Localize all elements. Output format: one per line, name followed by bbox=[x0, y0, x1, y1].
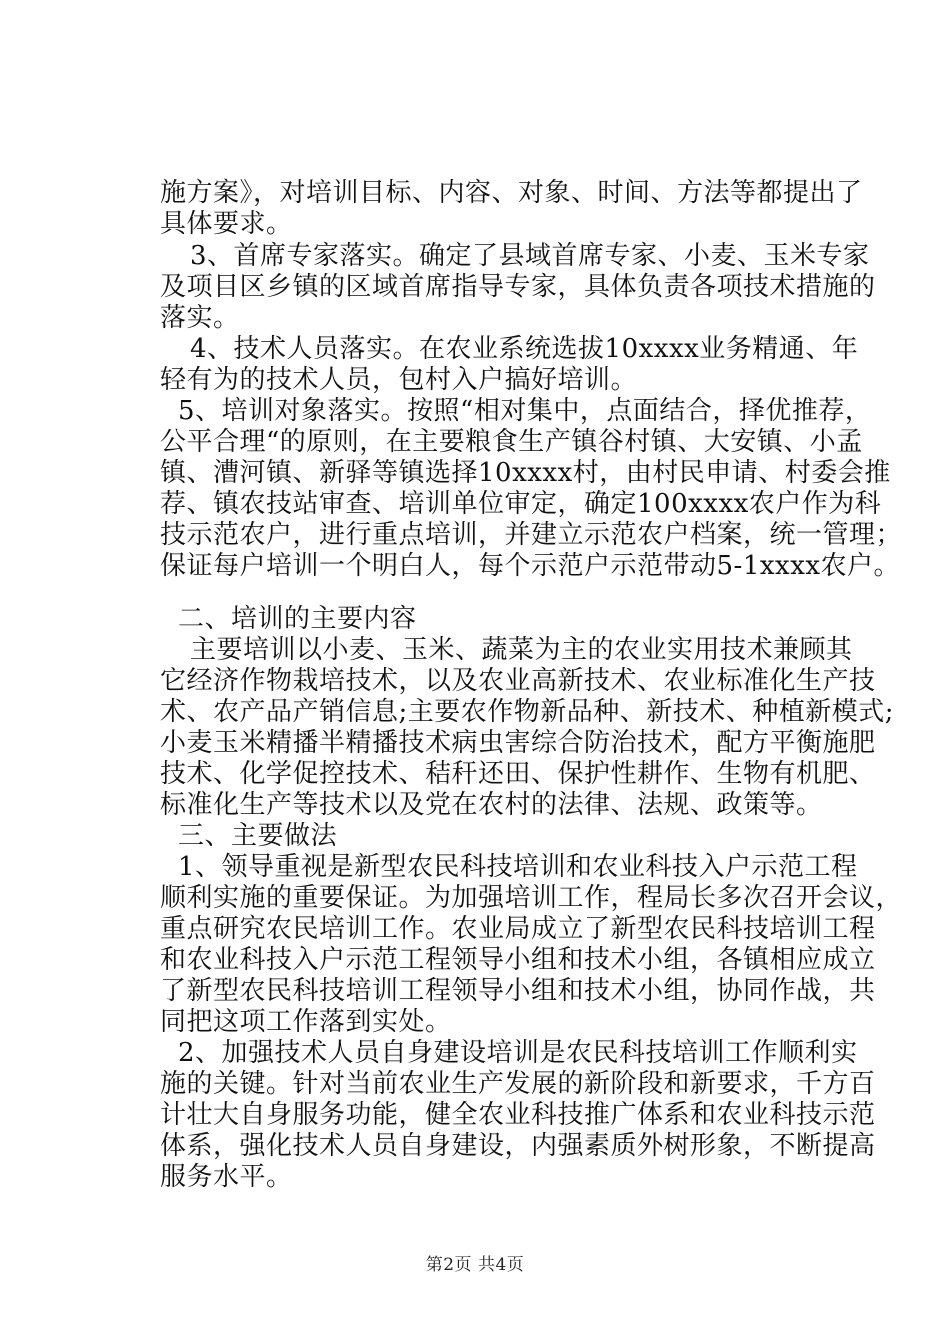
section-2-paragraph-start: 主要培训以小麦、玉米、蔬菜为主的农业实用技术兼顾其 bbox=[190, 635, 853, 665]
body-text-line: 施方案》，对培训目标、内容、对象、时间、方法等都提出了 bbox=[160, 178, 863, 208]
body-text-line: 技术、化学促控技术、秸秆还田、保护性耕作、生物有机肥、 bbox=[160, 759, 876, 789]
body-text-line: 落实。 bbox=[160, 303, 240, 333]
section-3-paragraph-2-start: 2、加强技术人员自身建设培训是农民科技培训工作顺利实 bbox=[178, 1038, 858, 1068]
body-text-line: 和农业科技入户示范工程领导小组和技术小组，各镇相应成立 bbox=[160, 945, 876, 975]
body-text-line: 公平合理“的原则，在主要粮食生产镇谷村镇、大安镇、小孟 bbox=[160, 427, 863, 457]
section-heading-2: 二、培训的主要内容 bbox=[178, 604, 417, 634]
body-text-line: 标准化生产等技术以及党在农村的法律、法规、政策等。 bbox=[160, 790, 823, 820]
body-text-line: 重点研究农民培训工作。农业局成立了新型农民科技培训工程 bbox=[160, 914, 876, 944]
body-text-line: 服务水平。 bbox=[160, 1162, 293, 1192]
body-text-line: 小麦玉米精播半精播技术病虫害综合防治技术，配方平衡施肥 bbox=[160, 728, 876, 758]
body-text-line: 施的关键。针对当前农业生产发展的新阶段和新要求，千方百 bbox=[160, 1069, 876, 1099]
body-text-line: 具体要求。 bbox=[160, 209, 293, 239]
body-text-line: 顺利实施的重要保证。为加强培训工作，程局长多次召开会议， bbox=[160, 883, 903, 913]
paragraph-5-start: 5、培训对象落实。按照“相对集中，点面结合，择优推荐， bbox=[178, 396, 872, 426]
body-text-line: 荐、镇农技站审查、培训单位审定，确定100xxxx农户作为科 bbox=[160, 489, 882, 519]
body-text-line: 体系，强化技术人员自身建设，内强素质外树形象，不断提高 bbox=[160, 1131, 876, 1161]
body-text-line: 轻有为的技术人员，包村入户搞好培训。 bbox=[160, 365, 638, 395]
body-text-line: 保证每户培训一个明白人，每个示范户示范带动5-1xxxx农户。 bbox=[160, 551, 901, 581]
body-text-line: 镇、漕河镇、新驿等镇选择10xxxx村，由村民申请、村委会推 bbox=[160, 458, 891, 488]
body-text-line: 及项目区乡镇的区域首席指导专家，具体负责各项技术措施的 bbox=[160, 272, 876, 302]
paragraph-3-start: 3、首席专家落实。确定了县域首席专家、小麦、玉米专家 bbox=[190, 241, 870, 271]
body-text-line: 了新型农民科技培训工程领导小组和技术小组，协同作战，共 bbox=[160, 976, 876, 1006]
section-heading-3: 三、主要做法 bbox=[178, 821, 338, 851]
body-text-line: 技示范农户，进行重点培训，并建立示范农户档案，统一管理； bbox=[160, 520, 903, 550]
paragraph-4-start: 4、技术人员落实。在农业系统选拔10xxxx业务精通、年 bbox=[190, 334, 859, 364]
body-text-line: 它经济作物栽培技术，以及农业高新技术、农业标准化生产技 bbox=[160, 666, 876, 696]
body-text-line: 同把这项工作落到实处。 bbox=[160, 1007, 452, 1037]
body-text-line: 计壮大自身服务功能，健全农业科技推广体系和农业科技示范 bbox=[160, 1100, 876, 1130]
page-number-footer: 第2页 共4页 bbox=[425, 1255, 525, 1275]
body-text-line: 术、农产品产销信息;主要农作物新品种、新技术、种植新模式; bbox=[160, 697, 895, 727]
section-3-paragraph-1-start: 1、领导重视是新型农民科技培训和农业科技入户示范工程 bbox=[178, 852, 858, 882]
